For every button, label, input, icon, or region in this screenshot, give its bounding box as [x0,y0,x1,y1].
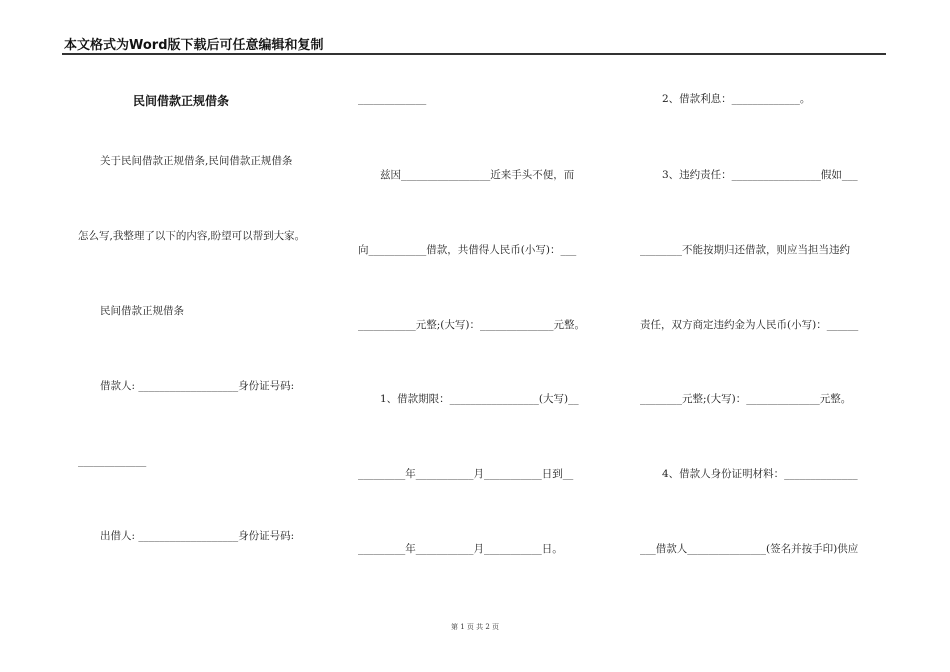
text-line: 2、借款利息：_____________。 [662,93,811,105]
text-line: ________不能按期归还借款，则应当担当违约 [640,244,850,256]
text-line: 怎么写,我整理了以下的内容,盼望可以帮到大家。 [78,230,306,242]
text-line: ________元整;(大写)：______________元整。 [640,393,852,405]
text-line: _________年___________月___________日。 [358,543,563,555]
text-line: 兹因_________________近来手头不便，而 [380,169,575,181]
text-line: ___借款人_______________(签名并按手印)供应 [640,543,859,555]
text-line: ___________元整;(大写)：______________元整。 [358,319,585,331]
text-line: 借款人: ___________________身份证号码: [100,380,295,392]
text-line: _____________ [358,93,427,105]
text-line: 3、违约责任：_________________假如___ [662,169,858,181]
column-3 [640,0,890,672]
text-line: _________年___________月___________日到__ [358,468,574,480]
page-number: 第 1 页 共 2 页 [450,623,500,631]
text-line: 1、借款期限：_________________(大写)__ [380,393,579,405]
text-line: 向___________借款，共借得人民币(小写)：___ [358,244,577,256]
text-line: 出借人: ___________________身份证号码: [100,530,295,542]
document-header-title: 本文格式为Word版下载后可任意编辑和复制 [64,38,324,53]
column-1 [78,0,338,672]
text-line: _____________ [78,455,147,467]
text-line: 民间借款正规借条 [100,305,184,317]
column-2 [358,0,613,672]
text-line: 责任，双方商定违约金为人民币(小写)：______ [640,319,859,331]
text-line: 关于民间借款正规借条,民间借款正规借条 [100,155,293,167]
document-title: 民间借款正规借条 [133,94,230,108]
text-line: 4、借款人身份证明材料：______________ [662,468,858,480]
